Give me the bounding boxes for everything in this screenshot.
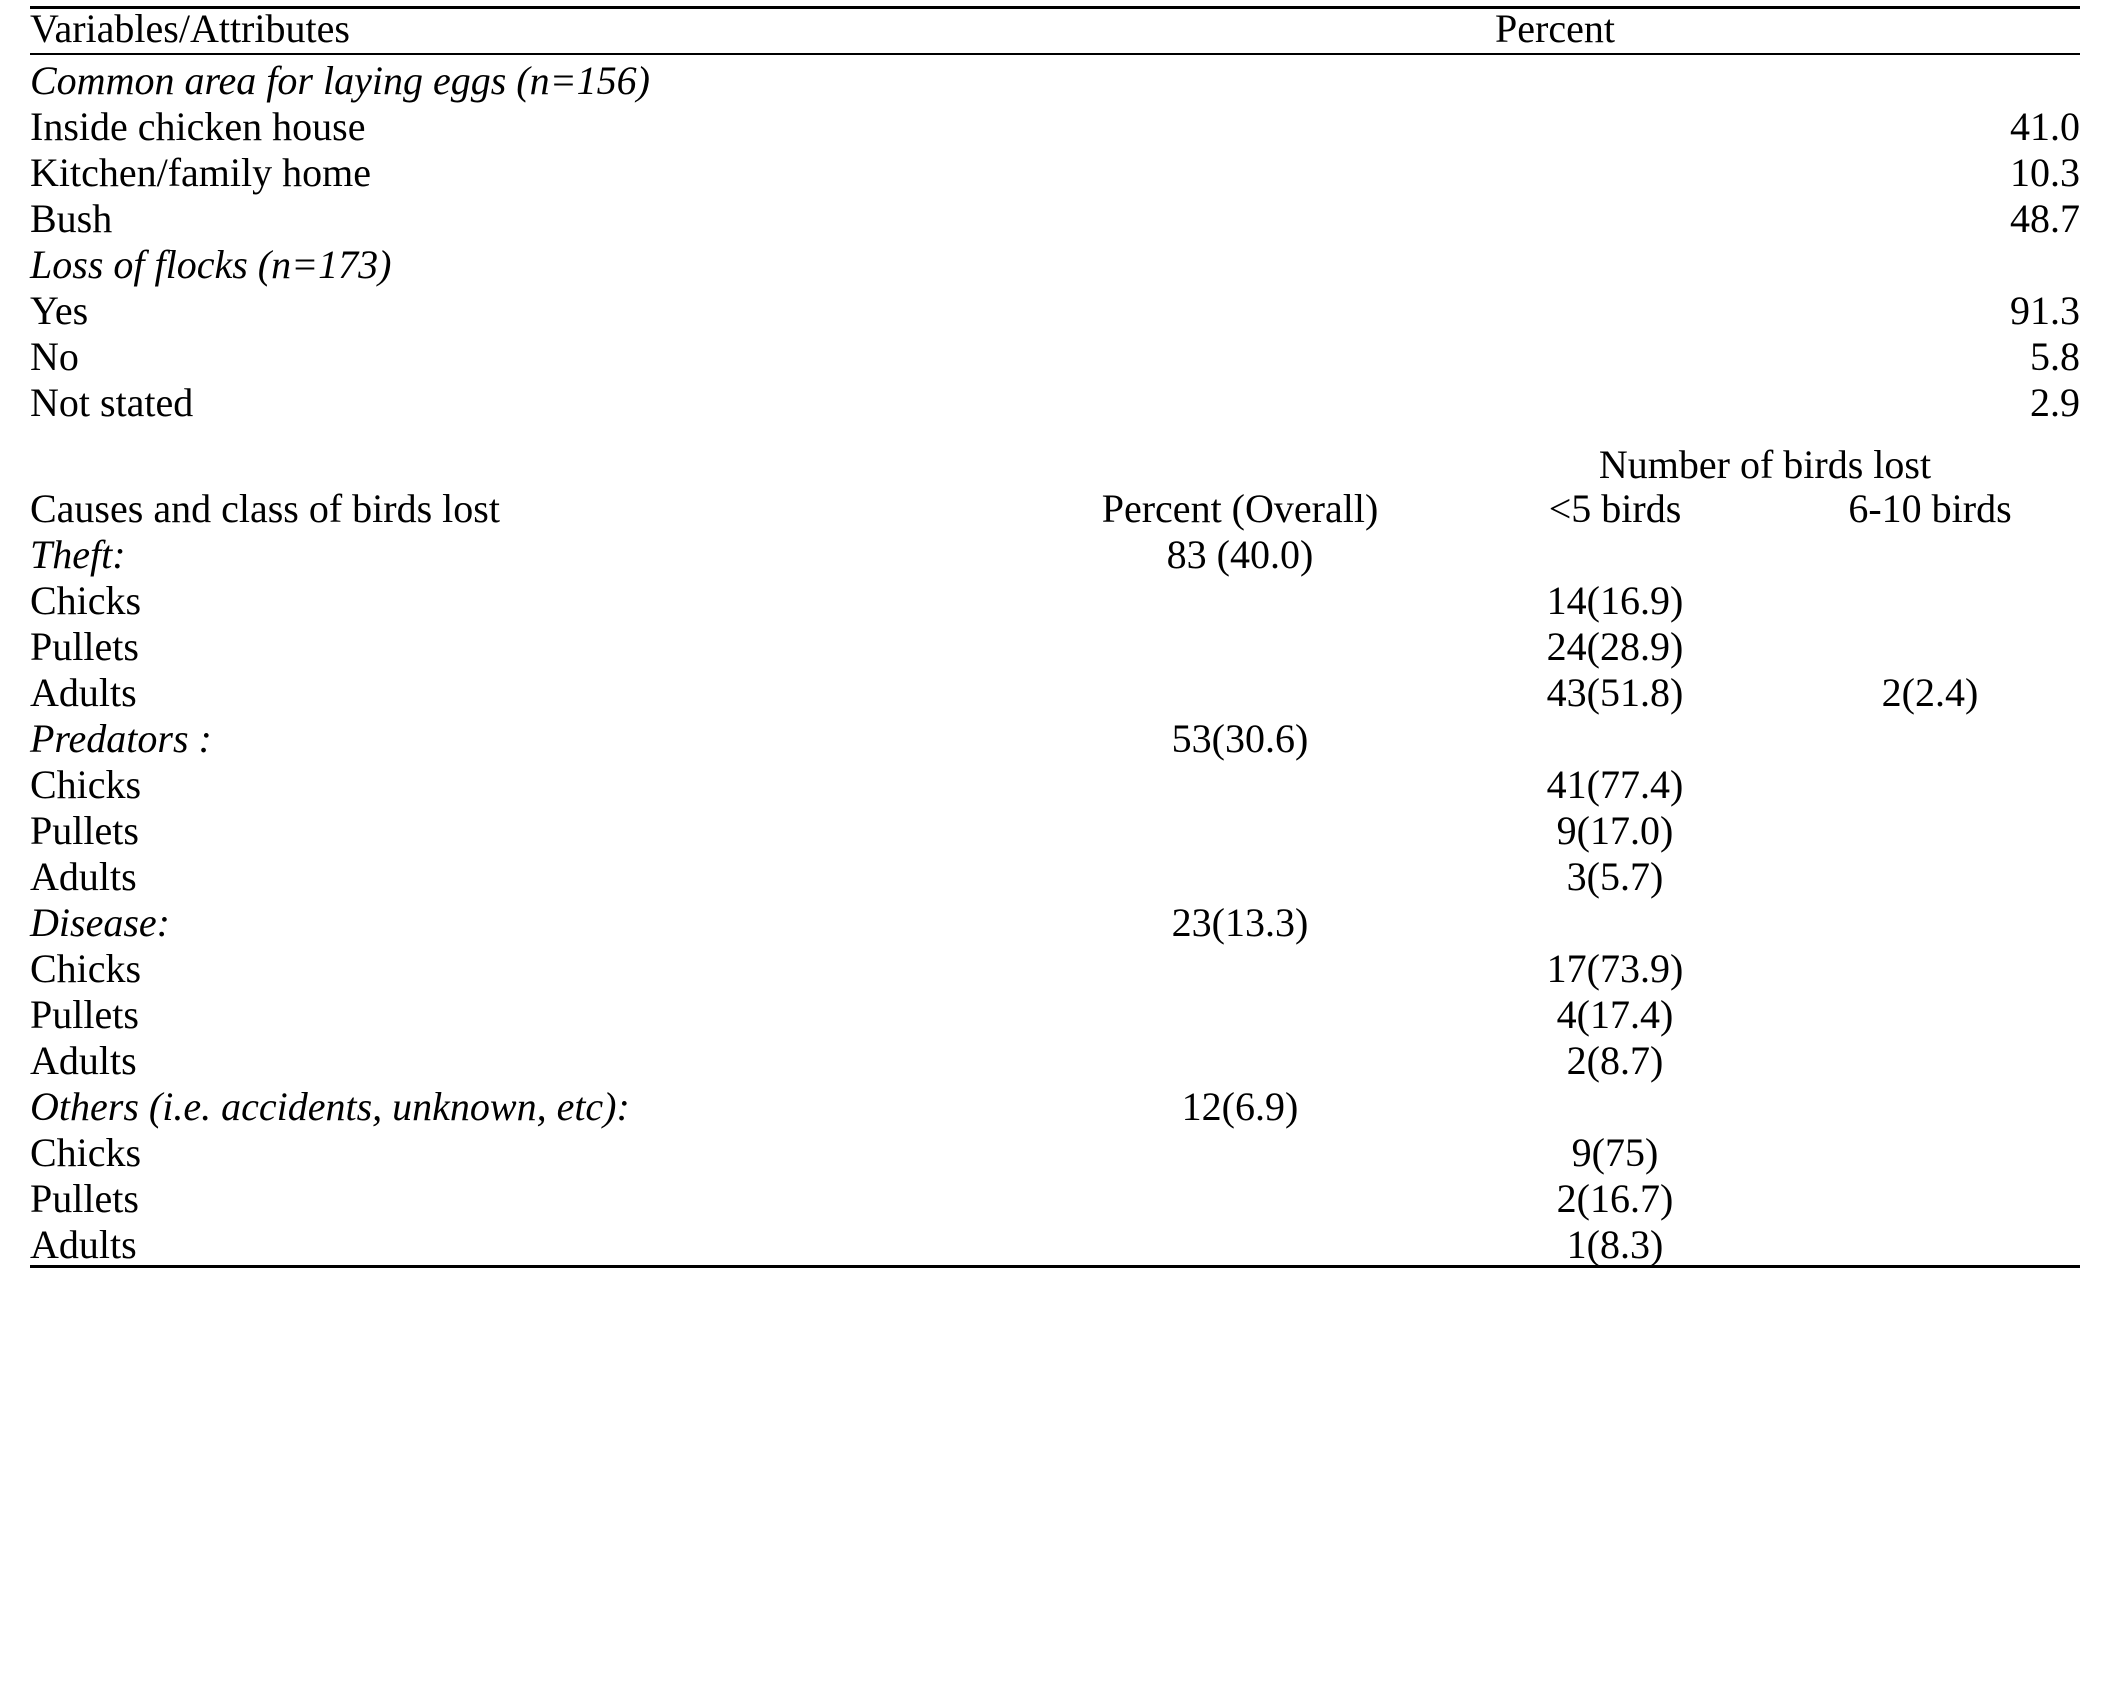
class-overall [1030,1035,1450,1081]
class-610 [1780,943,2080,989]
cause-title: Disease: [30,900,170,945]
class-label: Chicks [30,946,142,991]
cause-overall: 12(6.9) [1181,1084,1299,1129]
class-610 [1780,989,2080,1035]
class-610 [1780,1127,2080,1173]
class-lt5: 24(28.9) [1546,624,1684,669]
class-label: Adults [30,670,137,715]
class-lt5: 14(16.9) [1546,578,1684,623]
table-row [30,1127,2080,1173]
class-label: Pullets [30,808,139,853]
row-label: Not stated [30,380,194,425]
class-overall [1030,851,1450,897]
cause-610 [1780,1081,2080,1127]
cause-title: Theft: [30,532,126,577]
row-percent: 2.9 [2030,380,2080,425]
class-lt5: 2(8.7) [1566,1038,1664,1083]
class-overall [1030,1219,1450,1267]
class-overall [1030,989,1450,1035]
table-header-row [30,8,2080,50]
row-label: Bush [30,196,113,241]
class-overall [1030,943,1450,989]
class-label: Adults [30,854,137,899]
subheader-percent-overall: Percent (Overall) [1101,486,1379,531]
table-row [30,101,2080,147]
class-label: Pullets [30,624,139,669]
row-percent: 10.3 [2010,150,2080,195]
class-610 [1780,1173,2080,1219]
class-label: Adults [30,1222,137,1267]
class-overall [1030,1127,1450,1173]
class-lt5: 2(16.7) [1556,1176,1674,1221]
table-row [30,1173,2080,1219]
subheader-row [30,445,2080,529]
cause-overall: 83 (40.0) [1166,532,1314,577]
class-label: Pullets [30,1176,139,1221]
row-label: Yes [30,288,89,333]
cause-610 [1780,713,2080,759]
header-variables: Variables/Attributes [30,6,350,51]
table-row [30,667,2080,713]
cause-title: Predators : [30,716,212,761]
table-row [30,147,2080,193]
row-label: No [30,334,79,379]
table-row [30,759,2080,805]
class-lt5: 1(8.3) [1566,1222,1664,1267]
table-row [30,851,2080,897]
section-title: Common area for laying eggs (n=156) [30,58,650,103]
subheader-birds-title: Number of birds lost [1598,442,1932,487]
class-lt5: 4(17.4) [1556,992,1674,1037]
class-overall [1030,667,1450,713]
class-lt5: 43(51.8) [1546,670,1684,715]
table-row [30,621,2080,667]
class-overall [1030,621,1450,667]
table-row [30,805,2080,851]
section-title: Loss of flocks (n=173) [30,242,392,287]
row-percent: 41.0 [2010,104,2080,149]
class-overall [1030,1173,1450,1219]
class-lt5: 9(17.0) [1556,808,1674,853]
class-610 [1780,1219,2080,1267]
class-610 [1780,575,2080,621]
class-overall [1030,575,1450,621]
cause-lt5 [1450,897,1780,943]
table-row [30,1035,2080,1081]
cause-title-row [30,713,2080,759]
row-percent: 5.8 [2030,334,2080,379]
subheader-birds-group [1450,442,2080,531]
class-610: 2(2.4) [1881,670,1979,715]
subheader-birds-columns [1450,486,2080,531]
section-title-row [30,239,2080,285]
subheader-lt5-birds: <5 birds [1548,486,1682,531]
class-label: Adults [30,1038,137,1083]
cause-title-row [30,897,2080,943]
row-percent: 48.7 [2010,196,2080,241]
cause-title: Others (i.e. accidents, unknown, etc): [30,1084,630,1129]
class-lt5: 41(77.4) [1546,762,1684,807]
cause-overall: 23(13.3) [1171,900,1309,945]
subheader-6-10-birds: 6-10 birds [1848,486,2012,531]
class-610 [1780,1035,2080,1081]
table-row [30,1219,2080,1267]
cause-lt5 [1450,1081,1780,1127]
subheader-causes: Causes and class of birds lost [30,486,500,531]
table-row [30,575,2080,621]
class-label: Chicks [30,762,142,807]
class-lt5: 9(75) [1571,1130,1659,1175]
table-bottom-rule [30,1267,2080,1275]
poultry-statistics-table [30,0,2080,1274]
table-row [30,943,2080,989]
table-row [30,285,2080,331]
cause-overall: 53(30.6) [1171,716,1309,761]
row-label: Inside chicken house [30,104,366,149]
cause-610 [1780,529,2080,575]
class-label: Chicks [30,1130,142,1175]
table-row [30,989,2080,1035]
class-610 [1780,759,2080,805]
row-label: Kitchen/family home [30,150,372,195]
table-row [30,193,2080,239]
class-610 [1780,805,2080,851]
section-title-row [30,54,2080,101]
class-lt5: 3(5.7) [1566,854,1664,899]
cause-title-row [30,1081,2080,1127]
class-label: Pullets [30,992,139,1037]
cause-title-row [30,529,2080,575]
class-lt5: 17(73.9) [1546,946,1684,991]
class-610 [1780,851,2080,897]
table-row [30,331,2080,377]
class-overall [1030,805,1450,851]
header-percent: Percent [1495,6,1615,51]
cause-610 [1780,897,2080,943]
table-row [30,377,2080,423]
class-610 [1780,621,2080,667]
row-percent: 91.3 [2010,288,2080,333]
class-label: Chicks [30,578,142,623]
class-overall [1030,759,1450,805]
cause-lt5 [1450,713,1780,759]
cause-lt5 [1450,529,1780,575]
